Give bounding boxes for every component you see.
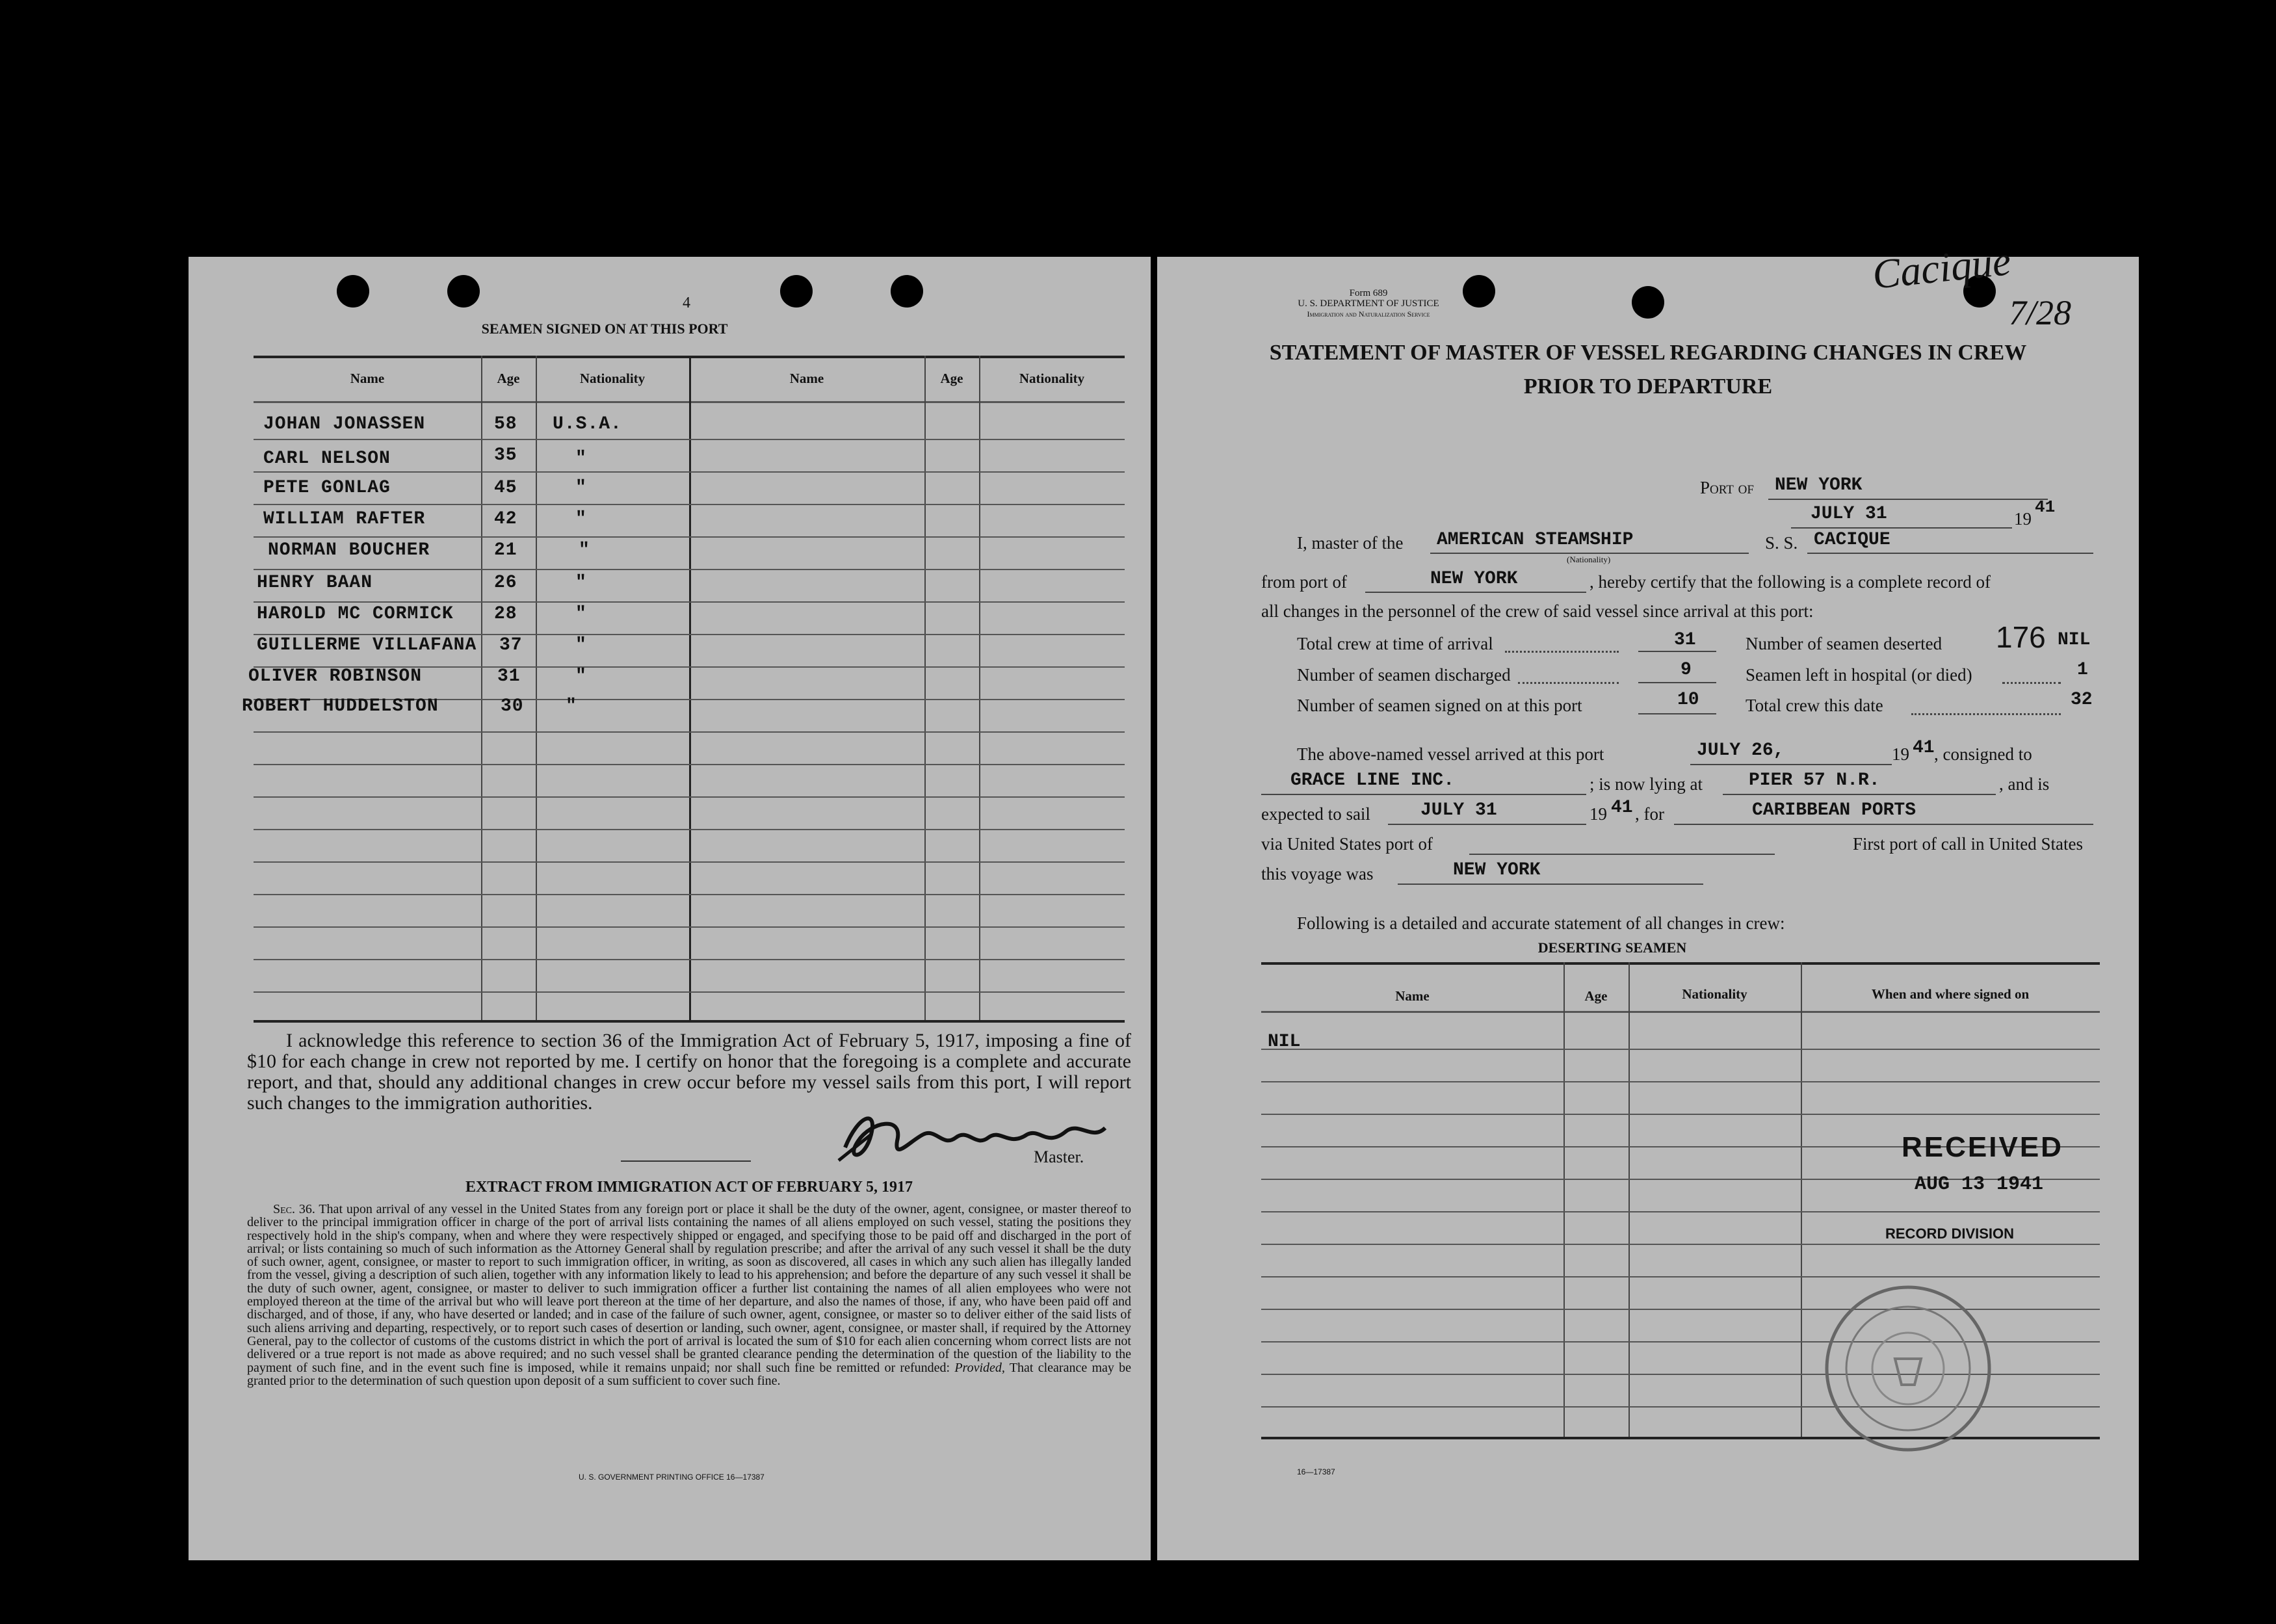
desert-entry: NIL [1268, 1032, 1301, 1052]
underline [1674, 824, 2093, 825]
extract-body [247, 1203, 1131, 1387]
row-rule [254, 926, 1125, 928]
arrived-label: The above-named vessel arrived at this port [1297, 744, 1604, 764]
seaman-name: OLIVER ROBINSON [248, 666, 423, 687]
row-rule [254, 764, 1125, 765]
hospital-value: 1 [2077, 660, 2088, 680]
form-number: Form 689 [1349, 288, 1388, 298]
total-crew-arrival-label: Total crew at time of arrival [1297, 634, 1493, 653]
deserting-title: DESERTING SEAMEN [1537, 939, 1687, 956]
total-crew-date-label: Total crew this date [1746, 696, 1883, 715]
col-header-name: Name [350, 371, 385, 386]
underline [1365, 592, 1586, 593]
seaman-nationality: " [575, 478, 587, 498]
nationality-caption: (Nationality) [1567, 555, 1611, 564]
punch-hole [1632, 286, 1664, 319]
seaman-age: 28 [494, 604, 517, 624]
row-rule [254, 439, 1125, 440]
deserted-handwritten: 176 [1996, 620, 2046, 654]
row-rule [254, 796, 1125, 798]
total-crew-arrival-value: 31 [1674, 630, 1696, 650]
seaman-age: 42 [494, 509, 517, 529]
signed-on-value: 10 [1677, 690, 1699, 710]
underline [1469, 854, 1775, 855]
seaman-name: JOHAN JONASSEN [263, 414, 426, 434]
underline [1791, 527, 2012, 529]
arrived-date: JULY 26, [1697, 740, 1785, 761]
desert-header-nationality: Nationality [1682, 986, 1747, 1002]
column-divider [1563, 962, 1565, 1437]
via-label: via United States port of [1261, 834, 1433, 854]
port-label: Port of [1700, 478, 1754, 497]
seaman-nationality: U.S.A. [553, 414, 622, 434]
seaman-name: ROBERT HUDDELSTON [242, 696, 439, 716]
handwritten-date: 7/28 [2009, 293, 2072, 332]
seaman-age: 35 [494, 445, 517, 465]
stamp-division: RECORD DIVISION [1885, 1225, 2015, 1242]
arrived-year: 41 [1913, 738, 1935, 758]
signed-on-label: Number of seamen signed on at this port [1297, 696, 1582, 715]
underline [1723, 794, 1996, 795]
stamp-received: RECEIVED [1902, 1131, 2063, 1163]
signature-label: Master. [1034, 1147, 1084, 1166]
column-divider [481, 356, 482, 1020]
row-rule [254, 829, 1125, 830]
year-suffix: 41 [2035, 497, 2056, 517]
column-divider [1629, 962, 1630, 1437]
desert-header-when-where: When and where signed on [1871, 986, 2030, 1002]
discharged-label: Number of seamen discharged [1297, 665, 1511, 685]
underline [1638, 651, 1716, 652]
dot-leader [2002, 682, 2061, 684]
row-rule [1261, 1049, 2100, 1050]
extract-title: EXTRACT FROM IMMIGRATION ACT OF FEBRUARY 5, 1917 [465, 1179, 913, 1196]
seaman-name: PETE GONLAG [263, 478, 391, 498]
desert-header-name: Name [1395, 988, 1430, 1004]
page-number: 4 [683, 295, 690, 311]
consignee: GRACE LINE INC. [1290, 770, 1455, 791]
seaman-nationality: " [575, 449, 587, 469]
department-name: U. S. DEPARTMENT OF JUSTICE [1298, 298, 1439, 309]
col-header-nationality: Nationality [579, 371, 646, 386]
deserted-value: NIL [2058, 630, 2091, 650]
row-rule [254, 471, 1125, 473]
col-header-name-2: Name [789, 371, 824, 386]
deserting-table-header-border [1261, 1011, 2100, 1013]
row-rule [254, 504, 1125, 505]
extract-divider [621, 1160, 751, 1162]
extract-provided: Provided, [954, 1360, 1005, 1375]
punch-hole [780, 275, 813, 308]
lying-label: ; is now lying at [1589, 774, 1703, 794]
expected-year-prefix: 19 [1589, 804, 1607, 824]
seaman-age: 45 [494, 478, 517, 498]
col-header-nationality-2: Nationality [1019, 371, 1085, 386]
column-divider [536, 356, 537, 1020]
date-value: JULY 31 [1811, 504, 1887, 524]
form-title-line2: PRIOR TO DEPARTURE [1523, 374, 1773, 399]
column-divider [1801, 962, 1802, 1437]
seaman-age: 30 [501, 696, 524, 716]
row-rule [254, 991, 1125, 993]
column-divider [924, 356, 926, 1020]
seaman-name: CARL NELSON [263, 449, 391, 469]
year-prefix: 19 [2014, 509, 2032, 529]
right-form-page [1157, 237, 2139, 1560]
section-title: SEAMEN SIGNED ON AT THIS PORT [481, 321, 728, 337]
row-rule [1261, 1081, 2100, 1082]
expected-year: 41 [1611, 798, 1633, 818]
from-port-value: NEW YORK [1430, 569, 1518, 589]
underline [1398, 884, 1703, 885]
seaman-nationality: " [575, 573, 587, 593]
acknowledgment-text: I acknowledge this reference to section 36 of the Immigration Act of February 5, 1917, imposing a fine of $10 for each change in crew not reported by me. I certify on honor that the foregoing is a complete and accurate report, and that, should any additional changes in crew occur before my vessel sails from this port, I will report such changes to the immigration authorities. [247, 1030, 1131, 1114]
seaman-age: 21 [494, 540, 517, 560]
seaman-nationality: " [575, 666, 587, 687]
master-label: I, master of the [1297, 533, 1404, 553]
for-value: CARIBBEAN PORTS [1752, 800, 1916, 820]
deserted-label: Number of seamen deserted [1746, 634, 1942, 653]
seaman-age: 37 [499, 635, 523, 655]
this-voyage-value: NEW YORK [1453, 860, 1541, 880]
row-rule [254, 894, 1125, 895]
underline [1768, 499, 2048, 500]
row-rule [254, 959, 1125, 960]
printer-imprint: U. S. GOVERNMENT PRINTING OFFICE 16—17387 [579, 1473, 765, 1482]
underline [1638, 713, 1716, 714]
seaman-name: WILLIAM RAFTER [263, 509, 426, 529]
circular-seal [1817, 1281, 1999, 1456]
row-rule [254, 861, 1125, 863]
punch-hole [891, 275, 923, 308]
ss-label: S. S. [1765, 533, 1798, 553]
all-changes-text: all changes in the personnel of the crew of said vessel since arrival at this port: [1261, 601, 1814, 621]
row-rule [1261, 1114, 2100, 1115]
lying-value: PIER 57 N.R. [1749, 770, 1880, 791]
dot-leader [1505, 651, 1619, 653]
seaman-age: 58 [494, 414, 517, 434]
table-bottom-border [254, 1020, 1125, 1023]
seaman-nationality: " [566, 696, 577, 716]
stamp-date: AUG 13 1941 [1915, 1173, 2044, 1196]
this-voyage-label: this voyage was [1261, 864, 1374, 884]
col-header-age: Age [497, 371, 520, 386]
row-rule [1261, 1211, 2100, 1212]
underline [1261, 794, 1586, 795]
arrived-year-prefix: 19 [1892, 744, 1909, 764]
discharged-value: 9 [1681, 660, 1692, 680]
master-nationality: AMERICAN STEAMSHIP [1437, 530, 1634, 550]
hospital-label: Seamen left in hospital (or died) [1746, 665, 1972, 685]
consigned-label: , consigned to [1934, 744, 2032, 764]
form-header-block [1248, 288, 1489, 319]
underline [1388, 824, 1586, 825]
punch-hole [337, 275, 369, 308]
punch-hole [447, 275, 480, 308]
row-rule [254, 569, 1125, 570]
from-port-label: from port of [1261, 572, 1347, 592]
row-rule [254, 731, 1125, 733]
certify-text: , hereby certify that the following is a complete record of [1589, 572, 1991, 592]
following-text: Following is a detailed and accurate statement of all changes in crew: [1297, 913, 1785, 933]
dot-leader [1518, 682, 1619, 684]
deserting-table-top [1261, 962, 2100, 965]
seaman-name: HENRY BAAN [257, 573, 373, 593]
underline [1807, 553, 2093, 554]
seaman-name: GUILLERME VILLAFANA [257, 635, 477, 655]
expected-label: expected to sail [1261, 804, 1370, 824]
seaman-name: NORMAN BOUCHER [268, 540, 430, 560]
service-name: Immigration and Naturalization Service [1307, 309, 1430, 319]
seaman-nationality: " [575, 509, 587, 529]
form-title [1157, 336, 2139, 404]
seaman-age: 26 [494, 573, 517, 593]
column-divider-center [689, 356, 691, 1020]
row-rule [1261, 1276, 2100, 1277]
seaman-age: 31 [497, 666, 521, 687]
column-divider [979, 356, 980, 1020]
seaman-nationality: " [575, 604, 587, 624]
handwritten-vessel-name: Cacique [1870, 237, 2013, 298]
extract-text: That upon arrival of any vessel in the United States from any foreign port or place it shall be the duty of the owner, agent, consignee, or master thereof to deliver to the principal immigration officer in charge of the port of arrival lists containing the names of all aliens employed on such vessel, stating the positions they respectively hold in the ship's company, when and where they were respectively shipped or engaged, and specifying those to be paid off and discharged in the port of arrival; or lists containing so much of such information as the Attorney General shall by regulation prescribe; and after the arrival of any such vessel it shall be the duty of such owner, agent, consignee, or master to report to such immigration officer, in writing, as soon as discovered, all cases in which any such alien has illegally landed from the vessel, giving a description of such alien, together with any information likely to lead to his apprehension; and before the departure of any such vessel it shall be the duty of such owner, agent, consignee, or master to deliver to such immigration officer a further list containing the names of all alien employees who were not employed thereon at the time of the arrival but who will leave port thereon at the time of her departure, and also the names of those, if any, who have been paid off and discharged, and of those, if any, who have deserted or landed; and in case of the failure of such owner, agent, consignee, or master so to deliver either of the said lists of such aliens arriving and departing, respectively, or to report such cases of desertion or landing, such owner, agent, consignee, or master shall, if required by the Attorney General, pay to the collector of customs of the customs district in which the port of arrival is located the sum of $10 for each alien concerning whom correct lists are not delivered or a true report is not made as above required; and no such vessel shall be granted clearance pending the determination of the question of the liability to the payment of such fine, and in the event such fine is imposed, while it remains unpaid; nor shall such fine be remitted or refunded: [247, 1202, 1132, 1375]
row-rule [254, 536, 1125, 538]
col-header-age-2: Age [940, 371, 963, 386]
and-is-label: , and is [1999, 774, 2050, 794]
underline [1638, 682, 1716, 683]
desert-header-age: Age [1584, 988, 1608, 1004]
underline [1430, 553, 1749, 554]
underline [1690, 764, 1892, 765]
ss-value: CACIQUE [1814, 530, 1890, 550]
expected-date: JULY 31 [1420, 800, 1497, 820]
row-rule [254, 601, 1125, 603]
footer-number: 16—17387 [1297, 1467, 1335, 1476]
extract-end: That clearance may be granted prior to the determination of such question upon deposit of a sum sufficient to cover such fine. [247, 1360, 1132, 1388]
seaman-nationality: " [579, 540, 590, 560]
dot-leader [1911, 713, 2061, 715]
for-label: , for [1635, 804, 1664, 824]
extract-section-label: Sec. 36. [273, 1202, 315, 1216]
form-title-line1: STATEMENT OF MASTER OF VESSEL REGARDING CHANGES IN CREW [1269, 341, 2027, 365]
seaman-nationality: " [575, 635, 587, 655]
left-form-page [189, 257, 1151, 1560]
port-value: NEW YORK [1775, 475, 1863, 495]
total-crew-date-value: 32 [2071, 690, 2093, 710]
first-port-label: First port of call in United States [1853, 834, 2083, 854]
row-rule [1261, 1244, 2100, 1245]
seaman-name: HAROLD MC CORMICK [257, 604, 454, 624]
